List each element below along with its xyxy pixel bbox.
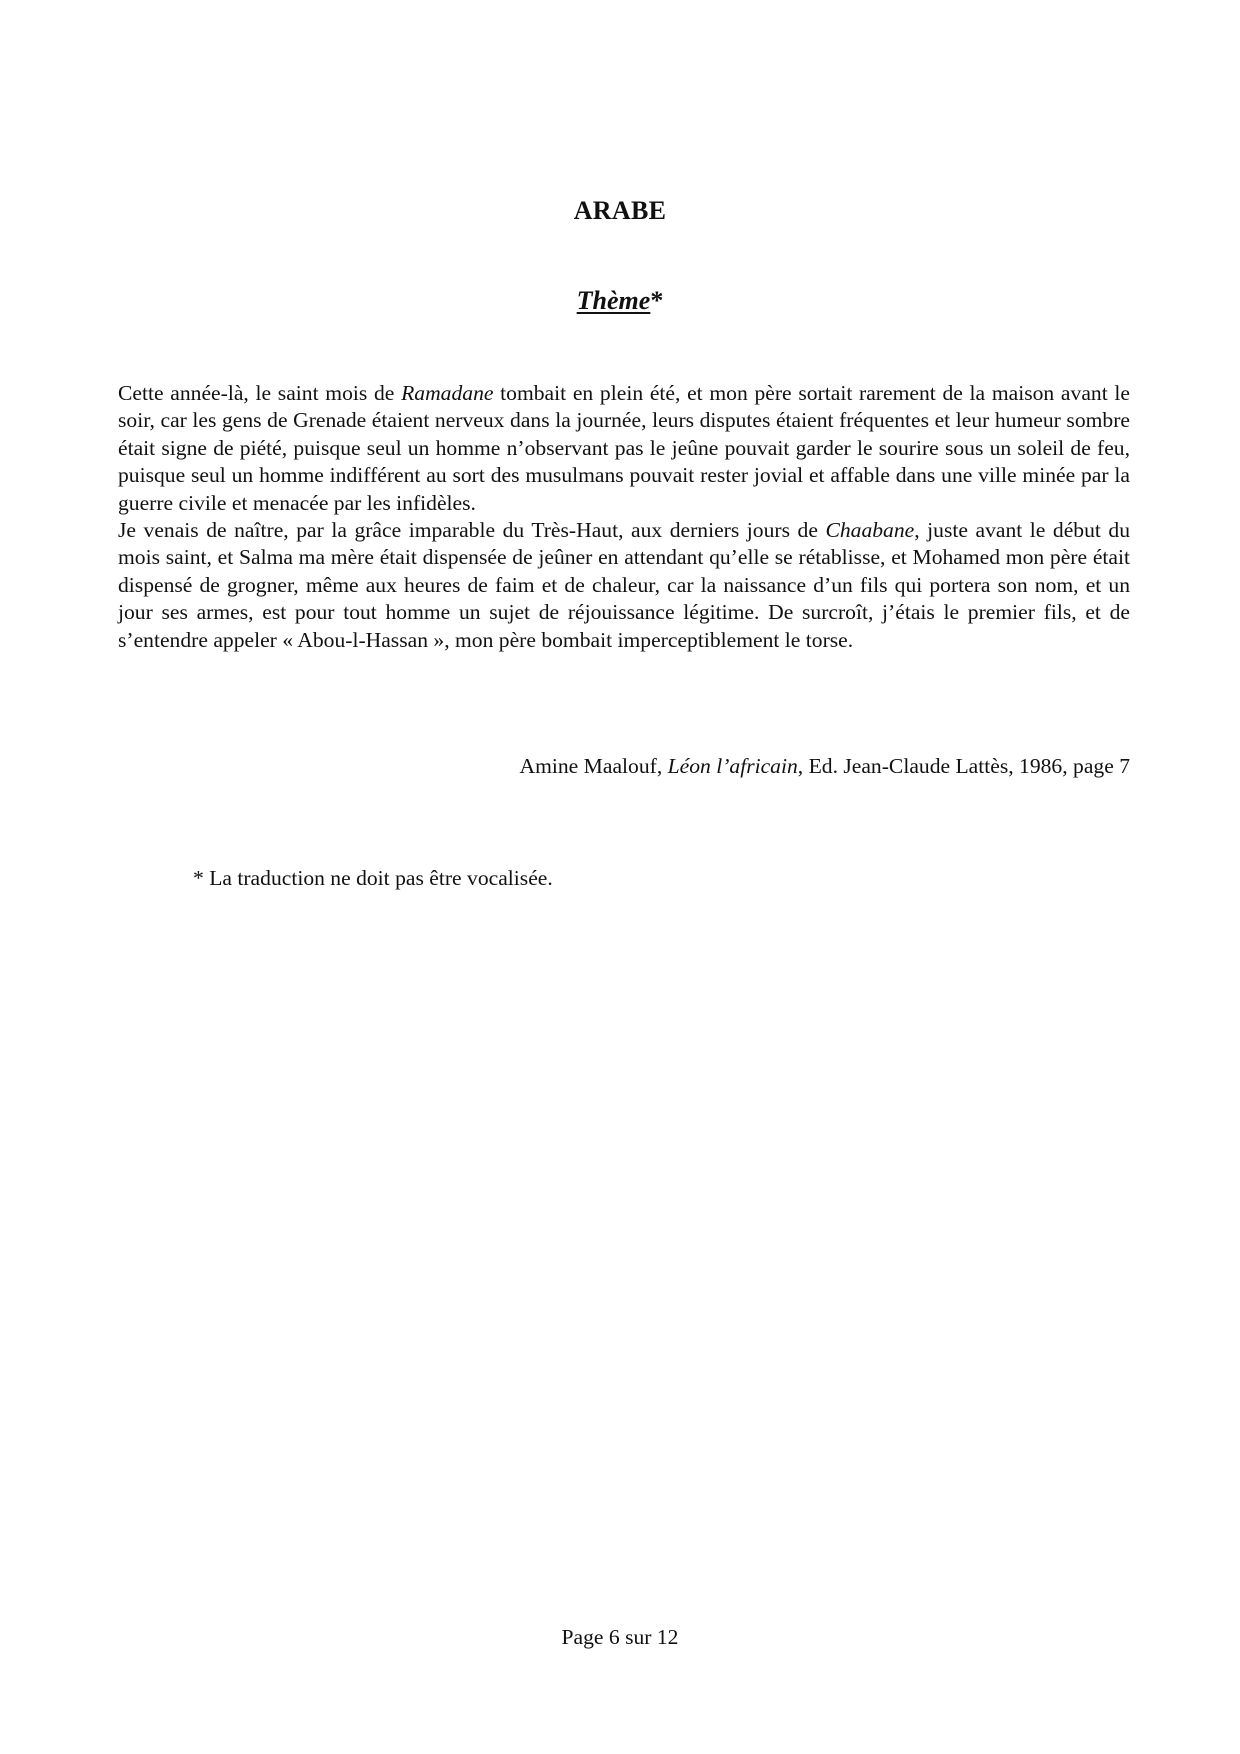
citation-work: Léon l’africain [667, 754, 798, 778]
section-subtitle [0, 286, 1240, 316]
subtitle-label: Thème [576, 286, 651, 315]
source-citation [520, 752, 1131, 780]
citation-author: Amine Maalouf, [519, 754, 668, 778]
paragraph-2: Je venais de naître, par la grâce imparable du Très-Haut, aux derniers jours de Chaabane, juste avant le début du mois saint, et Salma ma mère était dispensée de jeûner en attendant qu’elle se rétablisse, et Mohamed mon père était dispensé de grogner, même aux heures de faim et de chaleur, car la naissance d’un fils qui portera son nom, et un jour ses armes, est pour tout homme un sujet de réjouissance légitime. De surcroît, j’étais le premier fils, et de s’entendre appeler « Abou-l-Hassan », mon père bombait imperceptiblement le torse. [118, 518, 1130, 652]
subtitle-footnote-marker: * [650, 286, 664, 315]
body-text [118, 380, 1130, 654]
footnote: * La traduction ne doit pas être vocalisée. [193, 866, 553, 890]
italic-term-chaabane: Chaabane [825, 518, 915, 543]
page-number: Page 6 sur 12 [561, 1625, 679, 1649]
paragraph-1: Cette année-là, le saint mois de Ramadane tombait en plein été, et mon père sortait rarement de la maison avant le soir, car les gens de Grenade étaient nerveux dans la journée, leurs disputes étaient fréquentes et leur humeur sombre était signe de piété, puisque seul un homme n’observant pas le jeûne pouvait garder le sourire sous un soleil de feu, puisque seul un homme indifférent au sort des musulmans pouvait rester jovial et affable dans une ville minée par la guerre civile et menacée par les infidèles. [118, 381, 1130, 515]
citation-details: , Ed. Jean-Claude Lattès, 1986, page 7 [797, 754, 1130, 778]
page-title: ARABE [573, 196, 667, 225]
italic-term-ramadane: Ramadane [401, 381, 494, 405]
